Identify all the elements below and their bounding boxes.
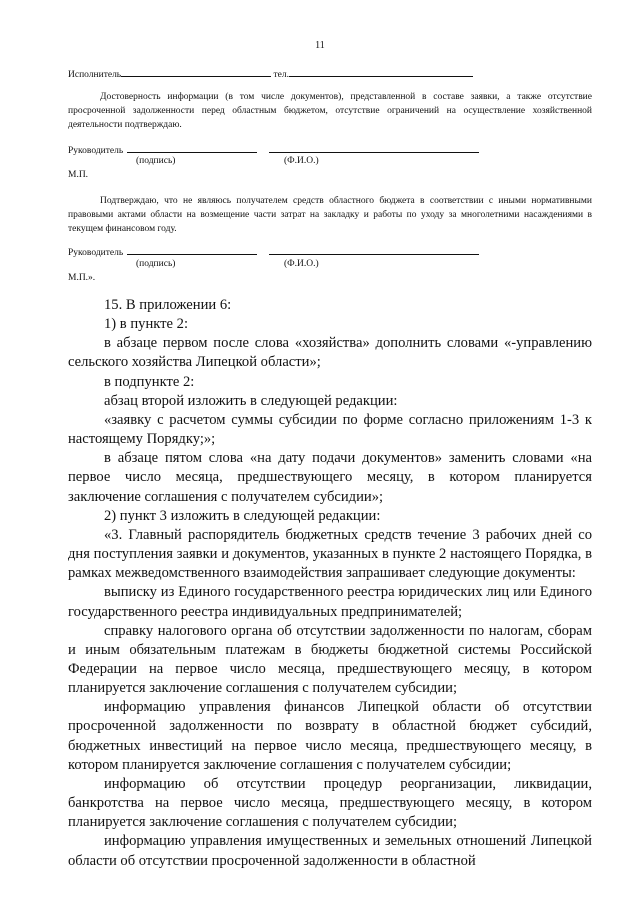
phone-label: тел.: [273, 70, 289, 80]
head-label-1: Руководитель: [68, 146, 124, 156]
body-paragraph: «3. Главный распорядитель бюджетных средств течение 3 рабочих дней со дня поступления заявки и документов, указанных в пункте 2 настоящего Порядка, в рамках межведомственного взаимодействия запрашивает следующие документы:: [68, 526, 592, 582]
body-paragraph: 15. В приложении 6:: [104, 297, 232, 313]
body-paragraph: выписку из Единого государственного реестра юридических лиц или Единого государственного реестра индивидуальных предпринимателей;: [68, 584, 592, 620]
head-label-2: Руководитель: [68, 248, 124, 258]
signature-caption-1: (подпись): [136, 156, 176, 166]
stamp-label-1: М.П.: [68, 170, 89, 180]
name-caption-1: (Ф.И.О.): [284, 156, 319, 166]
phone-underline: [289, 66, 473, 77]
body-paragraph: 2) пункт 3 изложить в следующей редакции:: [104, 507, 381, 524]
body-paragraph: 1) в пункте 2:: [104, 316, 189, 333]
page-number: 11: [315, 40, 325, 51]
signature-line-2: [68, 244, 479, 260]
body-paragraph: в абзаце пятом слова «на дату подачи документов» заменить словами «на первое число месяца, предшествующего месяцу, в котором планируется заключение соглашения с получателем субсидии»;: [68, 450, 592, 505]
body-paragraph: «заявку с расчетом суммы субсидии по форме согласно приложениям 1-3 к настоящему Порядку;»;: [68, 411, 592, 448]
body-paragraph: в подпункте 2:: [104, 373, 195, 390]
stamp-label-2: М.П.».: [68, 273, 96, 283]
signature-underline-2: [127, 244, 257, 255]
confirm-paragraph: Достоверность информации (в том числе документов), представленной в составе заявки, а также отсутствие просроченной задолженности перед областным бюджетом, отсутствие ограничений на осуществление хозяйственной деятельности подтверждаю.: [68, 92, 592, 130]
body-paragraph: информацию управления имущественных и земельных отношений Липецкой области об отсутствии просроченной задолженности в областной: [68, 833, 592, 869]
executor-label: Исполнитель: [68, 70, 122, 80]
body-paragraph: информацию об отсутствии процедур реорганизации, ликвидации, банкротства на первое число месяца, предшествующего месяцу, в котором планируется заключение соглашения с получателем субсидии;: [68, 775, 592, 831]
confirm-paragraph-2: Подтверждаю, что не являюсь получателем средств областного бюджета в соответствии с иными нормативными правовыми актами области на возмещение части затрат на закладку и работы по уходу за многолетними насаждениями в текущем финансовом году.: [68, 196, 592, 234]
body-paragraph: в абзаце первом после слова «хозяйства» дополнить словами «-управлению сельского хозяйства Липецкой области»;: [68, 335, 592, 371]
name-caption-2: (Ф.И.О.): [284, 259, 319, 269]
executor-line: [68, 66, 473, 82]
executor-underline: [121, 66, 271, 77]
name-underline-2: [269, 244, 479, 255]
body-paragraph: справку налогового органа об отсутствии задолженности по налогам, сборам и иным обязательным платежам в бюджеты бюджетной системы Российской Федерации на первое число месяца, предшествующего месяцу, в котором планируется заключение соглашения с получателем субсидии;: [68, 622, 592, 697]
signature-line-1: [68, 142, 479, 158]
amendment-text: [68, 296, 592, 871]
signature-underline-1: [127, 142, 257, 153]
body-paragraph: информацию управления финансов Липецкой области об отсутствии просроченной задолженности по возврату в областной бюджет субсидий, бюджетных инвестиций на первое число месяца, предшествующего месяцу, в котором планируется заключение соглашения с получателем субсидии;: [68, 699, 592, 773]
name-underline-1: [269, 142, 479, 153]
signature-caption-2: (подпись): [136, 259, 176, 269]
body-paragraph: абзац второй изложить в следующей редакции:: [104, 392, 398, 409]
